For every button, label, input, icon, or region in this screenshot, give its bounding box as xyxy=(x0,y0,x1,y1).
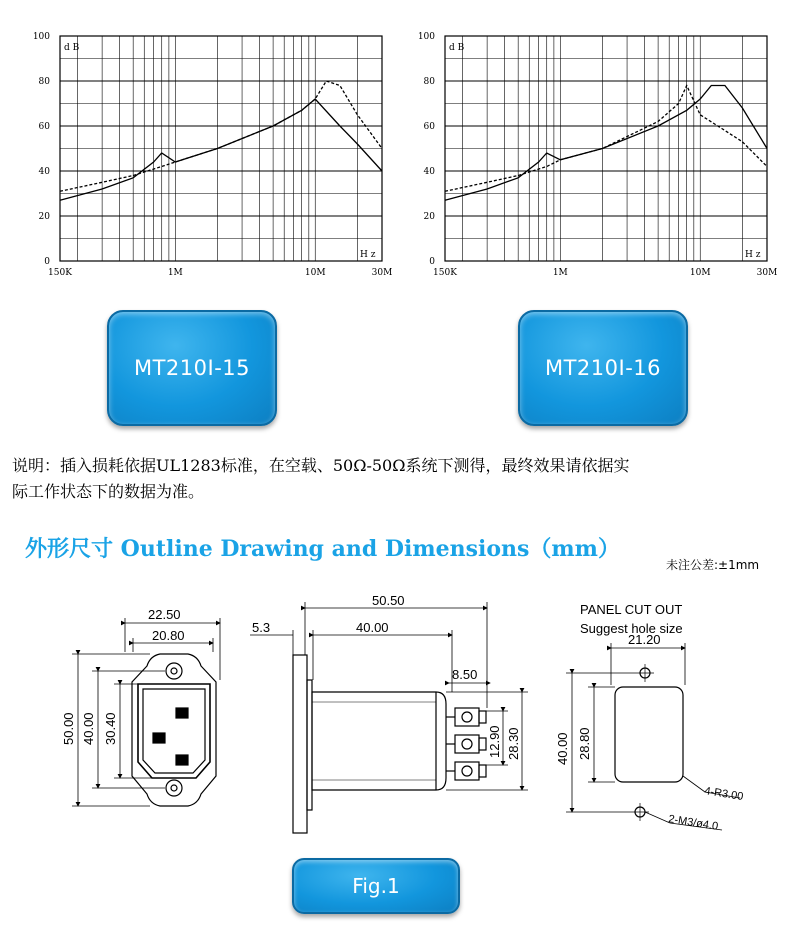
side-view xyxy=(250,602,528,833)
y-tick-label: 0 xyxy=(429,257,435,267)
y-unit-label: d B xyxy=(449,43,465,53)
x-tick-label: 1M xyxy=(167,268,183,278)
test-note xyxy=(12,453,782,505)
outline-drawing xyxy=(0,580,800,850)
dim-50-00: 50.00 xyxy=(61,712,76,745)
note-line-2: 际工作状态下的数据为准。 xyxy=(12,482,205,501)
dim-12-90: 12.90 xyxy=(487,725,502,758)
dim-22-50: 22.50 xyxy=(148,607,181,622)
y-tick-label: 60 xyxy=(38,122,50,132)
note-line-1: 说明：插入损耗依据UL1283标准，在空载、50Ω-50Ω系统下测得，最终效果请依据实 xyxy=(12,456,630,475)
x-tick-label: 10M xyxy=(304,268,326,278)
x-tick-label: 10M xyxy=(689,268,711,278)
y-tick-label: 100 xyxy=(32,32,50,42)
x-tick-label: 30M xyxy=(371,268,393,278)
x-unit-label: H z xyxy=(360,250,376,260)
figure-label: Fig.1 xyxy=(352,874,400,898)
x-tick-label: 150K xyxy=(433,268,457,278)
section-title: 外形尺寸 Outline Drawing and Dimensions（mm） xyxy=(25,536,620,562)
model-button-mt210i-16[interactable] xyxy=(518,310,688,426)
dim-5-3: 5.3 xyxy=(252,620,271,635)
tolerance-note: 未注公差:±1mm xyxy=(666,558,760,572)
series-line-0 xyxy=(445,86,767,201)
dim-40-00-side: 40.00 xyxy=(356,620,389,635)
y-tick-label: 40 xyxy=(38,167,50,177)
insertion-loss-chart-mt210i-15 xyxy=(0,28,400,288)
dim-28-80: 28.80 xyxy=(577,727,592,760)
radius-note: 4-R3.00 xyxy=(703,785,745,804)
dim-40-00: 40.00 xyxy=(81,712,96,745)
x-tick-label: 150K xyxy=(48,268,72,278)
x-tick-label: 1M xyxy=(552,268,568,278)
y-tick-label: 100 xyxy=(417,32,435,42)
panel-cut-out-title: PANEL CUT OUT xyxy=(580,602,683,617)
dim-20-80: 20.80 xyxy=(152,628,185,643)
x-unit-label: H z xyxy=(745,250,761,260)
y-tick-label: 80 xyxy=(38,77,50,87)
insertion-loss-chart-mt210i-16 xyxy=(400,28,800,288)
figure-label-button[interactable] xyxy=(292,858,460,914)
model-label: MT210I-16 xyxy=(544,356,662,380)
series-line-1 xyxy=(445,86,767,192)
y-tick-label: 0 xyxy=(44,257,50,267)
panel-cut-out-subtitle: Suggest hole size xyxy=(580,621,683,636)
dim-40-00-panel: 40.00 xyxy=(555,732,570,765)
model-label: MT210I-15 xyxy=(133,356,251,380)
front-view xyxy=(72,618,220,806)
y-unit-label: d B xyxy=(64,43,80,53)
model-button-mt210i-15[interactable] xyxy=(107,310,277,426)
y-tick-label: 80 xyxy=(423,77,435,87)
x-tick-label: 30M xyxy=(756,268,778,278)
y-tick-label: 60 xyxy=(423,122,435,132)
dim-21-20: 21.20 xyxy=(628,632,661,647)
panel-cut-out-view xyxy=(566,643,740,830)
dim-50-50: 50.50 xyxy=(372,593,405,608)
dim-30-40: 30.40 xyxy=(103,712,118,745)
hole-note: 2-M3/ø4.0 xyxy=(667,813,719,833)
series-line-1 xyxy=(60,81,382,191)
dim-8-50: 8.50 xyxy=(452,667,478,682)
dim-28-30: 28.30 xyxy=(506,727,521,760)
y-tick-label: 40 xyxy=(423,167,435,177)
y-tick-label: 20 xyxy=(423,212,435,222)
y-tick-label: 20 xyxy=(38,212,50,222)
series-line-0 xyxy=(60,99,382,200)
